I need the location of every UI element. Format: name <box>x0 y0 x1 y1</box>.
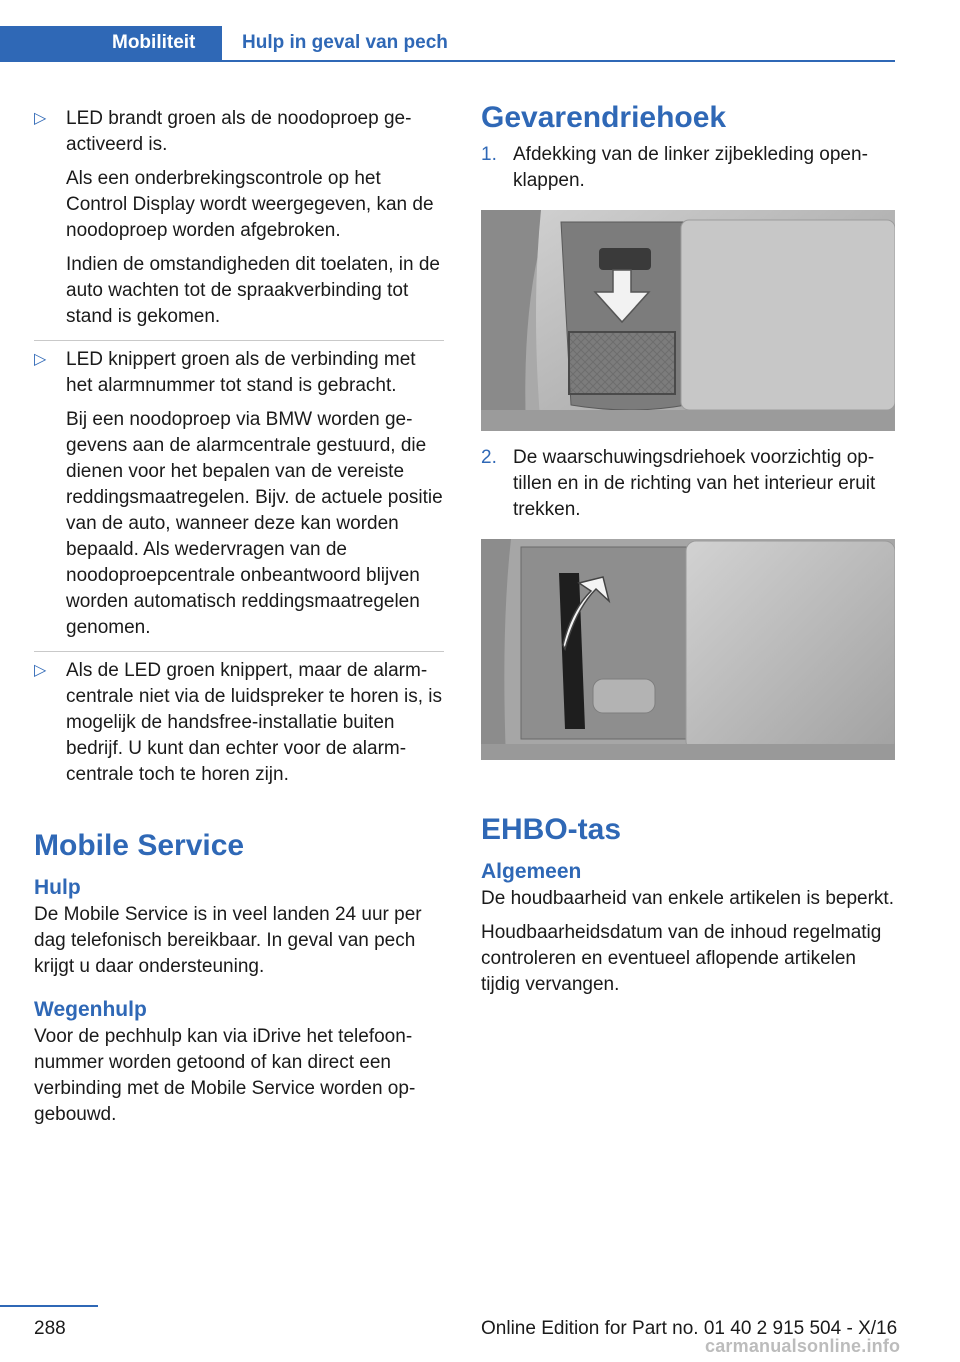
trim-panel-photo <box>481 210 895 431</box>
section-tab <box>0 26 222 61</box>
section-heading-mobile-service: Mobile Service <box>34 829 245 862</box>
watermark: carmanualsonline.info <box>705 1336 901 1356</box>
algemeen-paragraph-1: De houdbaarheid van enkele artikelen is beperkt. <box>481 888 894 909</box>
step-text: Afdekking van de linker zijbekleding openklappen. <box>513 144 868 191</box>
hulp-paragraph: De Mobile Service is in veel landen 24 uur per dag telefonisch bereikbaar. In geval van pech krijgt u daar ondersteuning. <box>34 904 422 977</box>
step-text: De waarschuwingsdriehoek voorzichtig optillen en in de richting van het interieur eruit trekken. <box>513 447 876 520</box>
subheading-hulp: Hulp <box>34 876 81 899</box>
bullet-text: LED brandt groen als de noodoproep geactiveerd is. <box>66 108 412 155</box>
step-number: 2. <box>481 447 497 468</box>
bullet-text: Als een onderbrekingscontrole op het Control Display wordt weergegeven, kan de noodoproep worden afgebroken. <box>66 168 434 241</box>
bullet-text: Als de LED groen knippert, maar de alarmcentrale niet via de luidspreker te horen is, is mogelijk de handsfree-installatie buiten bedrijf. U kunt dan echter voor de alarmcentrale toch te horen zijn. <box>66 660 442 785</box>
bullet-text: Indien de omstandigheden dit toelaten, in de auto wachten tot de spraakverbinding tot stand is gekomen. <box>66 254 440 327</box>
bullet-text: LED knippert groen als de verbinding met het alarmnummer tot stand is gebracht. <box>66 349 416 396</box>
triangle-bullet-icon: ▷ <box>34 110 47 127</box>
chapter-title: Hulp in geval van pech <box>242 32 448 53</box>
list-item <box>34 340 444 651</box>
step-number: 1. <box>481 144 497 165</box>
right-column <box>481 100 895 998</box>
led-status-list <box>34 100 444 798</box>
section-heading-gevarendriehoek: Gevarendriehoek <box>481 101 727 134</box>
bullet-text: Bij een noodoproep via BMW worden gegevens aan de alarmcentrale gestuurd, die dienen voor het bepalen van de vereiste reddingsmaatregelen. Bijv. de actuele positie van de auto, wanneer deze kan worden bepaald. Als wedervragen van de noodoproepcentrale onbeantwoord blijven worden automatisch reddingsmaatregelen genomen. <box>66 409 443 638</box>
wegenhulp-paragraph: Voor de pechhulp kan via iDrive het telefoonnummer worden getoond of kan direct een verbinding met de Mobile Service worden opgebouwd. <box>34 1026 416 1125</box>
list-item <box>34 100 444 340</box>
section-heading-ehbo-tas: EHBO-tas <box>481 813 622 846</box>
footer-rule <box>0 1305 98 1307</box>
algemeen-paragraph-2: Houdbaarheidsdatum van de inhoud regelmatig controleren en eventueel aflopende artikelen tijdig vervangen. <box>481 922 882 995</box>
page-number: 288 <box>34 1318 66 1339</box>
header-rule <box>0 60 895 62</box>
steps-list <box>481 142 895 194</box>
step-item <box>481 142 895 194</box>
triangle-bullet-icon: ▷ <box>34 351 47 368</box>
section-tab-label: Mobiliteit <box>112 32 196 53</box>
steps-list-2 <box>481 445 895 523</box>
list-item <box>34 651 444 798</box>
left-column <box>34 100 444 1128</box>
triangle-bullet-icon: ▷ <box>34 662 47 679</box>
subheading-algemeen: Algemeen <box>481 860 582 883</box>
edition-note: Online Edition for Part no. 01 40 2 915 504 - X/16 <box>481 1318 898 1339</box>
warning-triangle-photo <box>481 539 895 760</box>
subheading-wegenhulp: Wegenhulp <box>34 998 147 1021</box>
step-item <box>481 445 895 523</box>
